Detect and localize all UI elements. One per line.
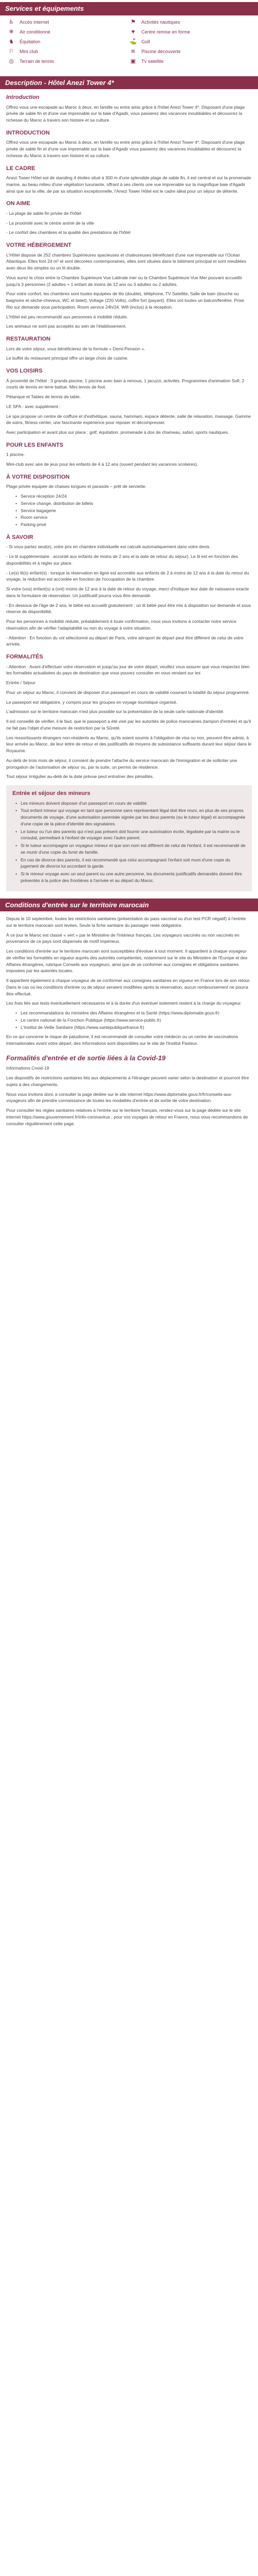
section-paragraph: Plage privée équipée de chaises longues et parasols – prêt de serviette.: [6, 484, 147, 489]
conditions-paragraph: Il appartient également à chaque voyageur de se conformer aux consignes sanitaires en vigueur en France lors de son retour. Dans le cas où les conditions d'entrée ou de séjour seraient modifiées après la réservation, aucun remboursement ne pourra être effectué.: [6, 978, 251, 996]
service-item: [129, 48, 251, 56]
pool-icon: ≋: [131, 48, 136, 55]
section-title: VOS LOISIRS: [6, 368, 43, 374]
section-paragraph: Le passeport est obligatoire, y compris pour les groupes en voyage touristique organisé.: [6, 699, 178, 705]
section-paragraph: Le spa propose un centre de coiffure et d'esthétique, sauna, hammam, espace détente, salle de relaxation, massage. Gamme de soins, fitness center, une fascinante expérience pour reposer et décompresser.: [6, 413, 251, 426]
service-label: Golf: [141, 39, 150, 44]
section-paragraph: Si votre (vos) enfant(s) a (ont) moins de 12 ans à la date de retour du voyage, merci d'indiquer leur date de naissance exacte dans le formulaire de réservation. Un justificatif pourra vous être demandé.: [6, 586, 249, 598]
list-item: • En cas de divorce des parents, il est recommandé que celui accompagnant l'enfant soit muni d'une copie du jugement de divorce lui accordant la garde.: [15, 857, 246, 870]
section-paragraph: Vous aurez le choix entre la Chambre Supérieure Vue Latérale mer ou la Chambre Supérieure Vue Mer pouvant accueillir jusqu'à 3 personnes (2 adultes + 1 enfant de moins de 12 ans ou 3 adultes ou 2 adultes.: [6, 275, 243, 287]
page: [0, 0, 258, 1135]
covid-paragraph: Les dispositifs de restrictions sanitaires liés aux déplacements à l'étranger peuvent varier selon la destination et pourront être sujets à des changements.: [6, 1075, 249, 1087]
services-banner: Services et équipements: [0, 2, 258, 15]
section-paragraph: L'Hôtel est peu recommandé aux personnes à mobilité réduite.: [6, 314, 128, 319]
tv-icon: ▣: [130, 58, 136, 65]
section-paragraph: 1 piscine.: [6, 452, 25, 457]
conditions-paragraph: Depuis le 10 septembre, toutes les restrictions sanitaires (présentation du pass vaccinal ou d'un test PCR négatif) à l'entrée sur le territoire marocain sont levées. Seule la fiche sanitaire du passager reste obligatoire.: [6, 916, 246, 928]
intro-paragraph: Offrez-vous une escapade au Maroc à deux, en famille ou entre amis grâce à l'hôtel Anezi Tower 4*. Disposant d'une plage privée de sable fin et d'une vue imprenable sur la baie d'Agadir, vous passerez des vacances inoubliables et découvrez la richesse du Maroc à travers son histoire et sa culture.: [6, 104, 245, 123]
wheelchair-icon: ♿: [9, 19, 14, 26]
service-label: Air conditionné: [20, 29, 51, 35]
list-item: • L'institut de Veille Sanitaire (https://www.santepubliquefrance.fr): [15, 1024, 252, 1031]
service-label: Piscine découverte: [141, 48, 181, 54]
intro-section: [0, 93, 258, 124]
activities-icon: ⚑: [131, 19, 136, 26]
minors-box: [6, 785, 252, 891]
section-paragraph: - Le lit supplémentaire : accordé aux enfants de moins de 2 ans et la date de retour du séjour). Le lit est en fonction des disponibilités et à régler sur place.: [6, 554, 238, 566]
list-item: • Room service: [15, 514, 252, 521]
conditions-paragraph: À ce jour le Maroc est classé « vert » par le Ministère de l'Intérieur français. Les voyageurs vaccinés ou non vaccinés en provenance de ce pays sont dispensés de motif impérieux.: [6, 932, 239, 944]
section-paragraph: Les animaux ne sont pas acceptés au sein de l'établissement.: [6, 324, 127, 329]
conditions-after: En ce qui concerne le risque de paludisme, il est recommandé de consulter votre médecin ou un centre de vaccinations internationales avant votre départ, des informations sont disponibles sur le site de l'Institut Pasteur.: [6, 1034, 238, 1046]
section-paragraph: Anezi Tower Hôtel est de standing 4 étoiles situé à 300 m d'une splendide plage de sable fin, il est central et sur la promenade marine, au beau milieu d'une végétation luxuriante, offrant à ses clients une vue imprenable sur la magnifique baie d'Agadir ainsi que sur la ville, de par sa situation exceptionnelle, l'Anezi Tower Hôtel est le cadre idéal pour un séjour de détente.: [6, 175, 251, 194]
service-item: [7, 28, 129, 37]
section-paragraph: Au-delà de trois mois de séjour, il convient de prendre l'attache du service marocain de l'immigration et de solliciter une prorogation de l'autorisation de séjour ou, par la suite, un permis de résidence.: [6, 757, 237, 770]
section-paragraph: Pour votre confort, les chambres sont toutes équipées de lits (double), téléphone, TV Satellite, Salle de bain (douche ou baignoire et sèche-cheveux, WC et bidet), Voltage (220 Volts), coffre fort (payant). Elles ont toutes un balcon/fenêtre. Prise Rio sur demande sous participation. Room service 24h/24. Wifi (inclus) à la réception.: [6, 291, 244, 310]
section-title: VOTRE HÉBERGEMENT: [6, 242, 72, 248]
description-banner: Description - Hôtel Anezi Tower 4*: [0, 76, 258, 90]
service-item: [7, 48, 129, 56]
section-paragraph: - La proximité avec le centre animé de la ville: [6, 220, 94, 226]
list-item: • Si le tuteur accompagne un voyageur mineur et que son nom est différent de celui de l'enfant, il est recommandé de se munir d'une copie du livret de famille.: [15, 842, 246, 856]
service-item: [129, 58, 251, 66]
covid-paragraph: Nous vous invitons donc à consulter la page dédiée sur le site internet https://www.diplomatie.gouv.fr/fr/conseils-aux-voyageurs afin de prendre connaissance de toutes les modalités d'entrée et de sortie de votre destination.: [6, 1091, 233, 1104]
dispo-list-section: [0, 493, 258, 528]
intro-title: Introduction: [6, 94, 40, 100]
service-label: Terrain de tennis: [20, 58, 54, 64]
section-paragraph: Avec participation et avant plus sur place : golf, équitation, promenade à dos de chameau, safari, sports nautiques.: [6, 430, 229, 435]
list-item: • Service bagagerie: [15, 507, 252, 514]
dispo-list: [15, 493, 252, 528]
section-title: INTRODUCTION: [6, 129, 50, 136]
list-item: • Le centre national de la Fonction Publique (https://www.service-public.fr): [15, 1017, 252, 1024]
section-paragraph: - En dessous de l'âge de 2 ans, le bébé est accueilli gratuitement ; un lit bébé peut être mis à disposition sur demande et sous réserve de disponibilité.: [6, 602, 251, 615]
tennis-icon: ◎: [9, 58, 14, 65]
covid-paragraph: Informations Covid-19: [6, 1065, 50, 1071]
minors-title: Entrée et séjour des mineurs: [12, 790, 90, 796]
section-title: RESTAURATION: [6, 336, 51, 342]
section-title: ON AIME: [6, 200, 30, 207]
section-paragraph: - Si vous partez seul(e), votre prix en chambre individuelle est calculé automatiquement dans votre devis.: [6, 544, 211, 550]
service-label: Tv satellite: [141, 58, 164, 64]
service-item: [129, 28, 251, 37]
section-paragraph: Pour les personnes à mobilité réduite, préalablement à toute confirmation, nous vous invitons à contacter notre service réservation afin de vérifier l'adaptabilité ou non du voyage à votre situation.: [6, 619, 237, 631]
service-label: Accès internet: [20, 19, 50, 25]
service-label: Mini club: [20, 48, 38, 54]
conditions-paragraph: Les frais liés aux tests éventuellement nécessaires et à la durée d'un éventuel isolement restent à la charge du voyageur.: [6, 1001, 242, 1006]
section-title: LE CADRE: [6, 165, 36, 172]
services-grid: [0, 15, 258, 69]
service-label: Centre remise en forme: [141, 29, 190, 35]
section-paragraph: - Le(s) lit(s) enfant(s) : lorsque la réservation en ligne est accordée aux enfants de 2 à moins de 12 ans à la date du retour du voyage, la réduction est accordée en fonction de l'occupation de la chambre.: [6, 570, 249, 582]
section-paragraph: Il est conseillé de vérifier, il le faut, que le passeport a été visé par les autorités de police marocaines (tampon d'entrée) et qu'il ne fait pas l'objet d'une mesure de restriction par la Sûreté.: [6, 719, 251, 731]
section-paragraph: Offrez-vous une escapade au Maroc à deux, en famille ou entre amis grâce à l'hôtel Anezi Tower 4*. Disposant d'une plage privée de sable fin et d'une vue imprenable sur la baie d'Agadir vous passerez des vacances inoubliables et découvrez la richesse du Maroc à travers son histoire et sa culture.: [6, 140, 245, 158]
section-paragraph: Le buffet du restaurant principal offre un large choix de cuisine.: [6, 355, 128, 361]
section-paragraph: Mini-club avec aire de jeux pour les enfants de 4 à 12 ans (ouvert pendant les vacances scolaires).: [6, 462, 198, 467]
section-paragraph: Entrée / Séjour: [6, 680, 36, 685]
minors-list: [15, 800, 246, 884]
covid-section: [0, 1065, 258, 1127]
section-paragraph: Lors de votre séjour, vous bénéficierez de la formule « Demi-Pension ».: [6, 346, 146, 351]
service-item: [7, 19, 129, 27]
fitness-icon: ♥: [131, 29, 135, 36]
list-item: • Service change, distribution de billets: [15, 500, 252, 507]
list-item: • Tout enfant mineur qui voyage en tant que personne sans représentant légal doit être muni, en plus de ses propres documents de voyage, d'une autorisation parentale signée par les deux parents (ou le tuteur légal) et accompagnée d'une copie de la pièce d'identité des signataires.: [15, 807, 246, 827]
section-paragraph: LE SPA - avec supplément :: [6, 403, 61, 409]
section-paragraph: - La plage de sable fin privée de l'hôtel: [6, 210, 82, 216]
horse-icon: ♞: [9, 39, 14, 45]
section-paragraph: - Le confort des chambres et la qualité des prestations de l'hôtel: [6, 230, 131, 235]
covid-title: Formalités d'entrée et de sortie liées à la Covid-19: [6, 1054, 166, 1062]
conditions-list: [15, 1010, 252, 1030]
description-sections-2: [0, 533, 258, 780]
service-label: Équitation: [20, 39, 41, 44]
conditions-banner: Conditions d'entrée sur le territoire marocain: [0, 899, 258, 912]
section-title: FORMALITÉS: [6, 654, 43, 660]
section-title: À SAVOIR: [6, 534, 34, 540]
list-item: • Le tuteur ou l'un des parents qui n'est pas présent doit fournir une autorisation écrite, légalisée par la mairie ou le consulat, permettant à l'enfant de voyager avec l'autre parent.: [15, 828, 246, 842]
section-paragraph: - Attention : En fonction du vol sélectionné au départ de Paris, votre aéroport de départ peut être différent de celui de votre arrivée.: [6, 635, 244, 647]
list-item: • Les recommandations du ministère des Affaires étrangères et la Santé (https://www.diplomatie.gouv.fr): [15, 1010, 252, 1016]
section-paragraph: L'admission sur le territoire marocain n'est plus possible sur la présentation de la seule carte nationale d'identité.: [6, 709, 224, 715]
service-item: [129, 19, 251, 27]
section-title: À VOTRE DISPOSITION: [6, 473, 70, 480]
section-paragraph: - Attention : Avant d'effectuer votre réservation et jusqu'au jour de votre départ, veuillez vous assurer que vous respectez bien les formalités actualisées du pays de destination que vous pouvez consulter en vous rendant sur les: [6, 664, 250, 676]
minigolf-icon: ⚐: [9, 48, 14, 55]
list-item: • Si le mineur voyage avec un seul parent ou une autre personne, les documents justificatifs demandés doivent être présentés à la police des frontières à l'arrivée et au départ du Maroc.: [15, 871, 246, 884]
section-paragraph: Les ressortissants étrangers non-résidents au Maroc, qu'ils soient soumis à l'obligation de visa ou non, peuvent être admis, à leur arrivée au Maroc, de leur lettre de retour et des justificatifs de moyens de subsistance suffisants durant leur séjour dans le Royaume.: [6, 735, 252, 753]
section-paragraph: À proximité de l'hôtel : 3 grands piscine, 1 piscine avec bain à remous, 1 jacuzzi, activités. Programmes d'animation Soft. 2 courts de tennis en terre battue. Mini tennis de foot.: [6, 378, 245, 390]
section-paragraph: Tout séjour irrégulier au-delà de la date prévue peut entraîner des pénalités.: [6, 774, 154, 779]
section-paragraph: L'Hôtel dispose de 252 chambres Supérieures spacieuses et chaleureuses bénéficiant d'une vue imprenable sur l'Océan Atlantique. Elles font 24 m² et sont décorées contemporaines, elles sont situées dans le bâtiment principal et sont meublées avec deux lits simples ou un lit double.: [6, 252, 247, 270]
conditions-paragraph: Les conditions d'entrée sur le territoire marocain sont susceptibles d'évoluer à tout moment. Il appartient à chaque voyageur de vérifier les formalités en vigueur auprès des autorités compétentes, notamment sur le site du Ministère de l'Europe et des Affaires étrangères, rubrique Conseils aux voyageurs, ainsi que de se conformer aux consignes et obligations sanitaires imposées par les autorités locales.: [6, 948, 248, 974]
service-item: [7, 38, 129, 46]
list-item: • Parking privé: [15, 521, 252, 528]
section-paragraph: Pétanque et Tables de tennis de table.: [6, 394, 81, 399]
list-item: • Les mineurs doivent disposer d'un passeport en cours de validité.: [15, 800, 246, 807]
golf-icon: ⛳: [130, 39, 137, 45]
description-sections: [0, 129, 258, 490]
covid-paragraph: Pour consulter les règles sanitaires relatives à l'entrée sur le territoire français, rendez-vous sur la page dédiée sur le site internet https://www.gouvernement.fr/info-coronavirus ; pour vos voyages de retour en France, nous vous recommandons de consulter régulièrement cette page.: [6, 1108, 248, 1126]
section-paragraph: Pour un séjour au Maroc, il convient de disposer d'un passeport en cours de validité couvrant la totalité du séjour programmé.: [6, 689, 250, 695]
ac-icon: ❄: [9, 29, 14, 36]
service-item: [7, 58, 129, 66]
service-label: Activités nautiques: [141, 19, 181, 25]
list-item: • Service réception 24/24: [15, 493, 252, 500]
conditions-section: [0, 911, 258, 1047]
section-title: POUR LES ENFANTS: [6, 442, 63, 448]
service-item: [129, 38, 251, 46]
